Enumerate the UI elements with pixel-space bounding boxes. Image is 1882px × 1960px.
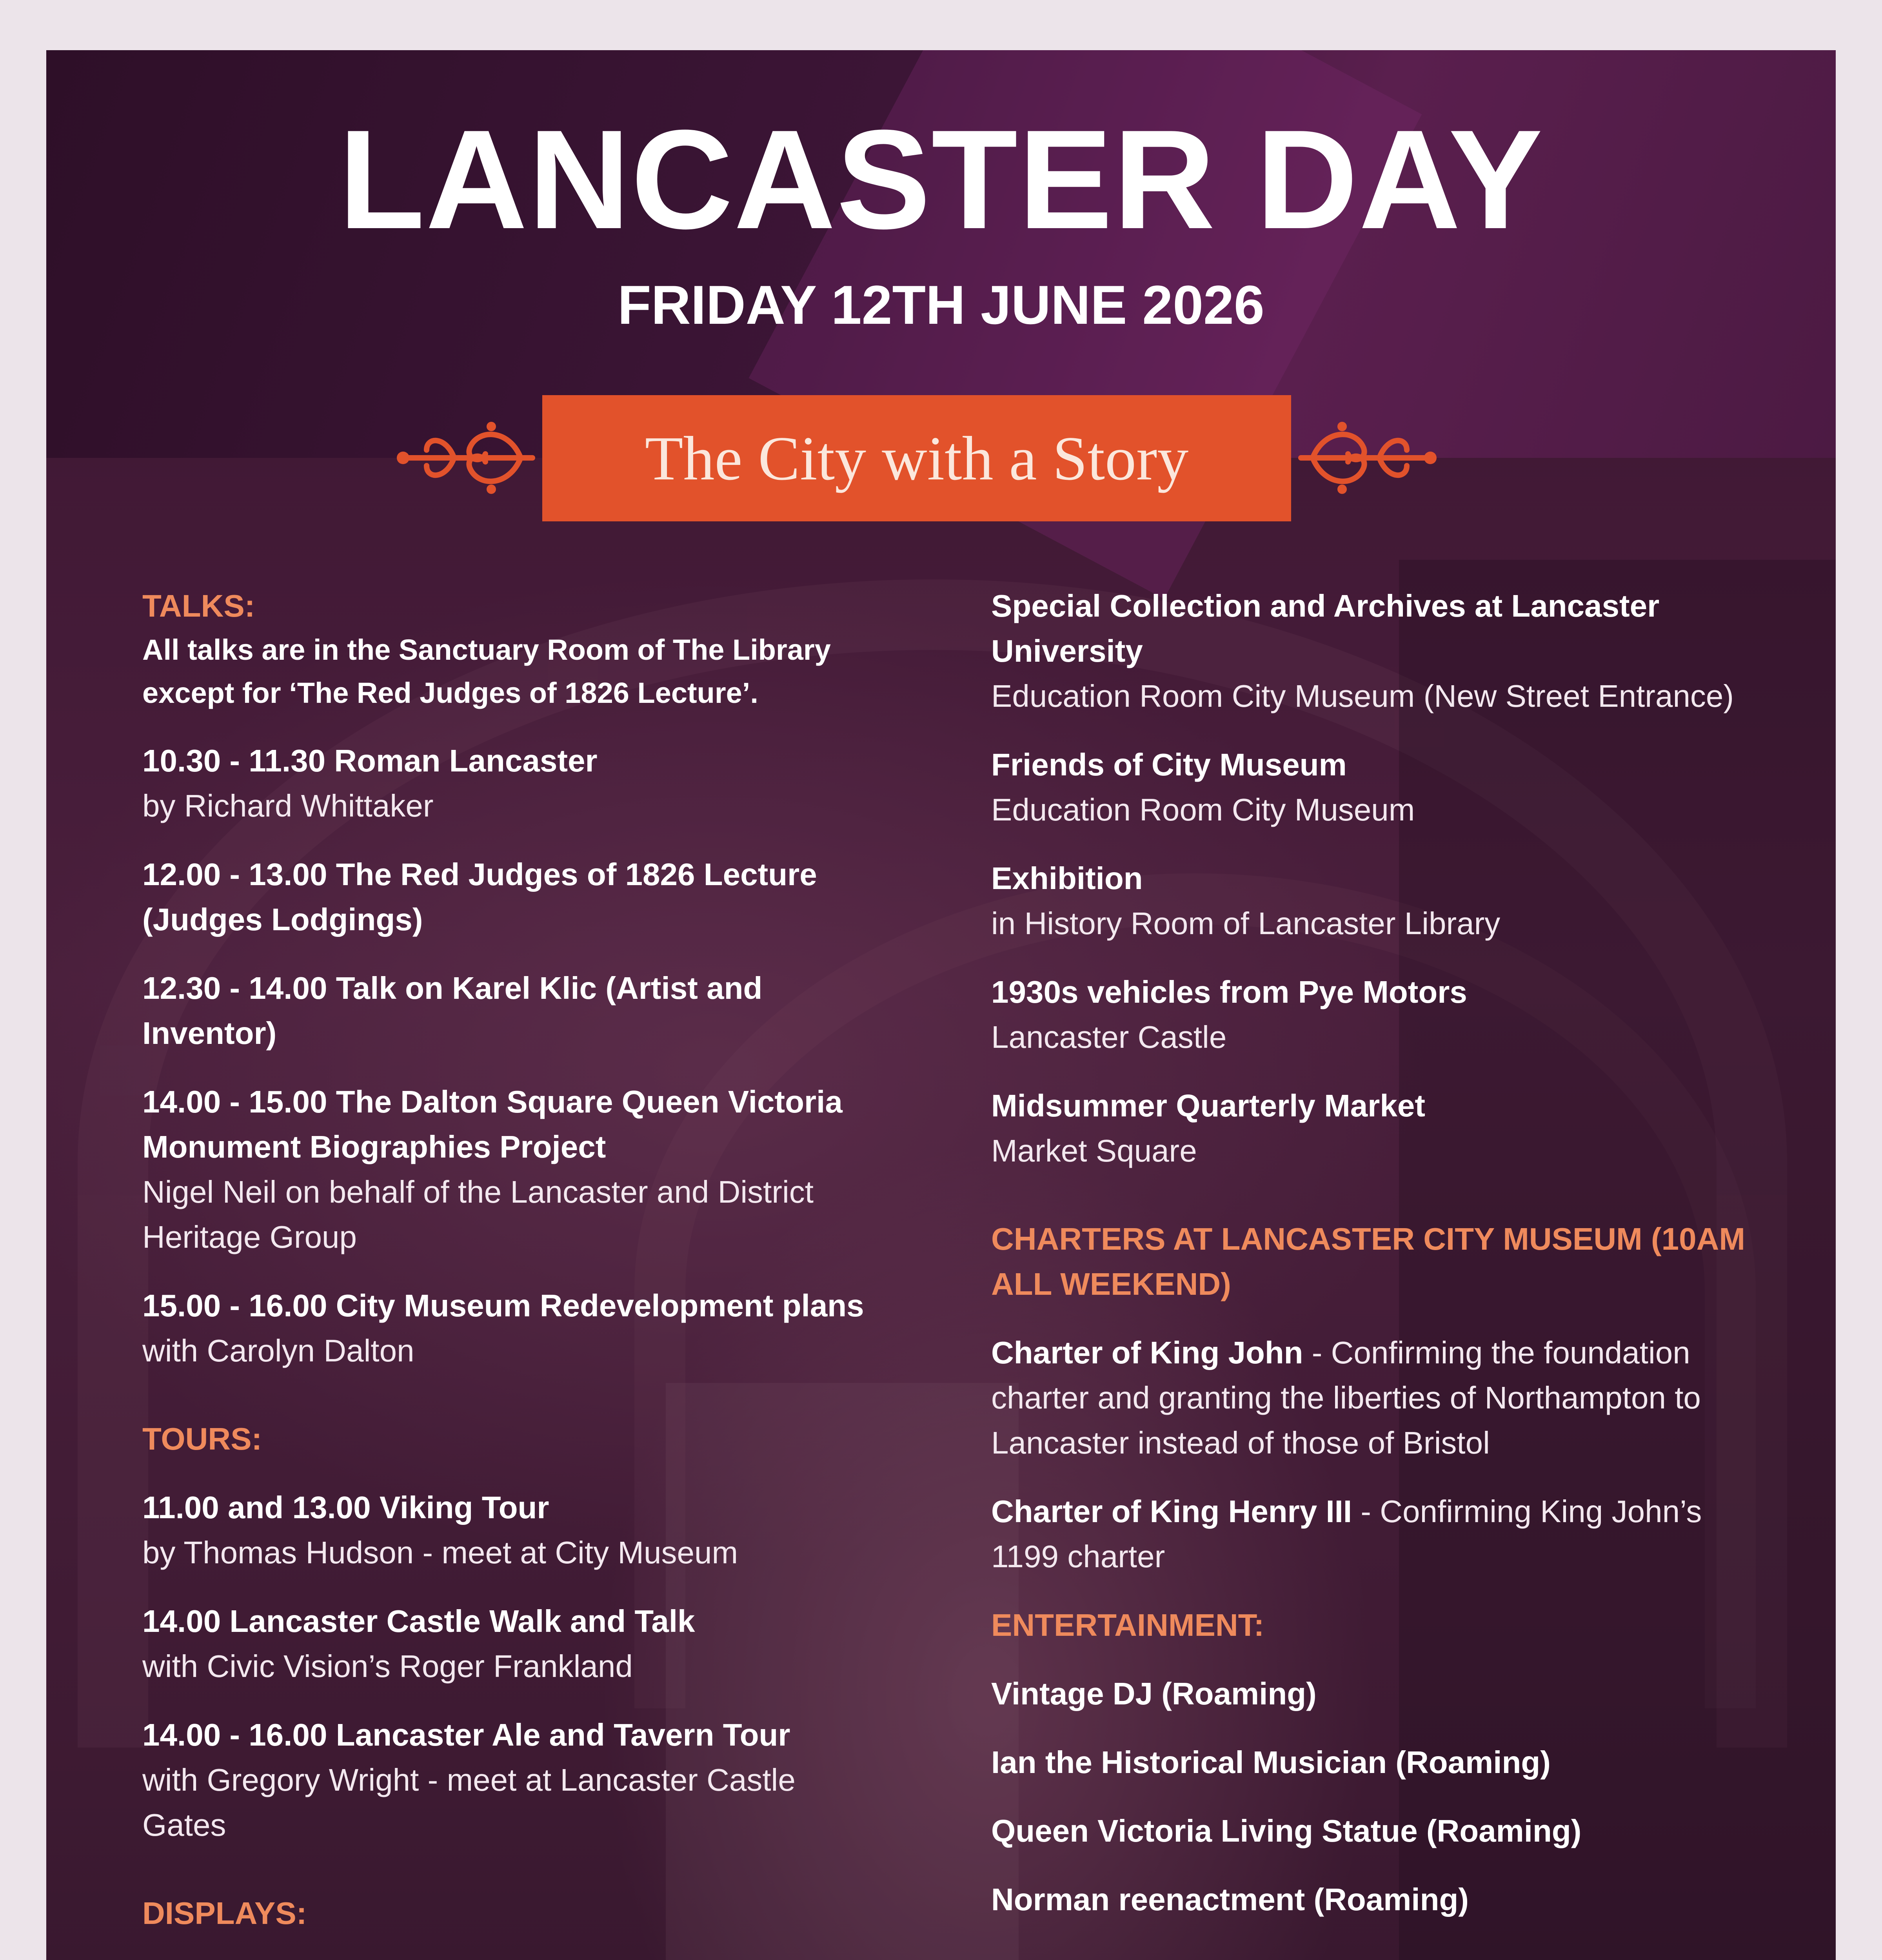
talk-title: 14.00 - 15.00 The Dalton Square Queen Victoria Monument Biographies Project bbox=[142, 1084, 843, 1164]
flourish-left-icon bbox=[391, 405, 540, 511]
display-detail: in History Room of Lancaster Library bbox=[991, 906, 1501, 941]
charter-detail: - Confirming the foundation charter and granting the liberties of Northampton to Lancaster instead of those of Bristol bbox=[991, 1335, 1701, 1460]
tour-title: 11.00 and 13.00 Viking Tour bbox=[142, 1490, 549, 1525]
tagline-text: The City with a Story bbox=[645, 423, 1189, 493]
entertainment-item: Queen Victoria Living Statue (Roaming) bbox=[991, 1813, 1582, 1848]
talk-title: 12.30 - 14.00 Talk on Karel Klic (Artist and Inventor) bbox=[142, 971, 763, 1051]
display-title: Special Collection and Archives at Lancaster University bbox=[991, 588, 1660, 668]
talk-detail: by Richard Whittaker bbox=[142, 788, 434, 823]
tour-title: 14.00 Lancaster Castle Walk and Talk bbox=[142, 1604, 695, 1639]
display-detail: Market Square bbox=[991, 1133, 1197, 1168]
tour-detail: by Thomas Hudson - meet at City Museum bbox=[142, 1535, 738, 1570]
section-heading-charters: CHARTERS AT LANCASTER CITY MUSEUM (10AM ALL WEEKEND) bbox=[991, 1221, 1746, 1301]
flourish-right-icon bbox=[1293, 405, 1442, 511]
display-title: Midsummer Quarterly Market bbox=[991, 1088, 1426, 1123]
charter-item bbox=[991, 1330, 1768, 1465]
entertainment-item: Norman reenactment (Roaming) bbox=[991, 1882, 1469, 1917]
section-heading-talks: TALKS: bbox=[142, 588, 255, 623]
page-title: LANCASTER DAY bbox=[338, 101, 1544, 258]
talk-title: 15.00 - 16.00 City Museum Redevelopment plans bbox=[142, 1288, 864, 1323]
display-title: Exhibition bbox=[991, 861, 1143, 896]
display-title: 1930s vehicles from Pye Motors bbox=[991, 975, 1467, 1009]
entertainment-item: Ian the Historical Musician (Roaming) bbox=[991, 1745, 1551, 1780]
display-detail: Education Room City Museum (New Street Entrance) bbox=[991, 679, 1734, 713]
entertainment-item: Vintage DJ (Roaming) bbox=[991, 1676, 1317, 1711]
section-heading-entertainment: ENTERTAINMENT: bbox=[991, 1608, 1264, 1642]
charter-item bbox=[991, 1489, 1768, 1579]
talk-detail: with Carolyn Dalton bbox=[142, 1333, 414, 1368]
talk-detail: Nigel Neil on behalf of the Lancaster and District Heritage Group bbox=[142, 1174, 814, 1254]
tour-detail: with Gregory Wright - meet at Lancaster Castle Gates bbox=[142, 1762, 796, 1842]
display-title: Friends of City Museum bbox=[991, 747, 1347, 782]
section-heading-tours: TOURS: bbox=[142, 1421, 262, 1456]
charter-title: Charter of King Henry III bbox=[991, 1494, 1352, 1529]
display-detail: Lancaster Castle bbox=[991, 1020, 1227, 1054]
tagline-banner bbox=[542, 395, 1291, 521]
left-column bbox=[142, 583, 887, 1960]
section-heading-displays: DISPLAYS: bbox=[142, 1896, 307, 1931]
poster bbox=[46, 50, 1836, 1960]
tour-title: 14.00 - 16.00 Lancaster Ale and Tavern Tour bbox=[142, 1717, 790, 1752]
event-date: FRIDAY 12TH JUNE 2026 bbox=[618, 274, 1264, 336]
tour-detail: with Civic Vision’s Roger Frankland bbox=[142, 1649, 633, 1684]
talk-title: 12.00 - 13.00 The Red Judges of 1826 Lecture (Judges Lodgings) bbox=[142, 857, 817, 937]
charter-detail: - Confirming King John’s 1199 charter bbox=[991, 1494, 1702, 1574]
display-detail: Education Room City Museum bbox=[991, 792, 1415, 827]
talk-title: 10.30 - 11.30 Roman Lancaster bbox=[142, 743, 598, 778]
charter-title: Charter of King John bbox=[991, 1335, 1303, 1370]
right-column bbox=[991, 583, 1768, 1960]
talks-note: All talks are in the Sanctuary Room of The Library except for ‘The Red Judges of 1826 Lecture’. bbox=[142, 633, 831, 709]
